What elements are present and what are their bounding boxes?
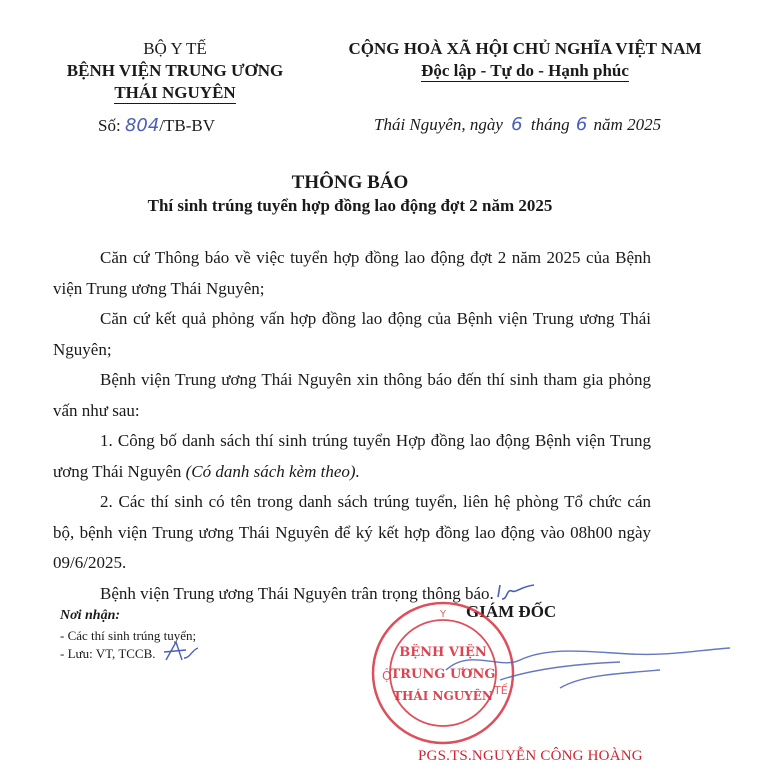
signatory-position: GIÁM ĐỐC xyxy=(466,602,557,621)
national-motto: Độc lập - Tự do - Hạnh phúc xyxy=(421,61,629,80)
signatory-name: PGS.TS.NGUYỄN CÔNG HOÀNG xyxy=(418,748,643,764)
paragraph-basis-1: Căn cứ Thông báo về việc tuyển hợp đồng lao động đợt 2 năm 2025 của Bệnh viện Trung ương Thái Nguyên; xyxy=(53,248,651,298)
national-header xyxy=(335,38,715,82)
svg-text:Y: Y xyxy=(439,609,447,620)
svg-text:Ộ: Ộ xyxy=(382,669,392,683)
document-subtitle: Thí sinh trúng tuyển hợp đồng lao động đợt 2 năm 2025 xyxy=(147,196,553,215)
stamp-line2: TRUNG ƯƠNG xyxy=(390,667,496,682)
nation-name: CỘNG HOÀ XÃ HỘI CHỦ NGHĨA VIỆT NAM xyxy=(348,39,702,58)
date-day-handwritten: 6 xyxy=(511,114,523,135)
stamp-line3: THÁI NGUYÊN xyxy=(393,689,493,703)
agency-header xyxy=(60,38,290,104)
ministry-name: BỘ Y TẾ xyxy=(143,39,207,58)
date-month-handwritten: 6 xyxy=(575,114,588,135)
item-1-text: 1. Công bố danh sách thí sinh trúng tuyển Hợp đồng lao động Bệnh viện Trung ương Thái Nguyên xyxy=(53,431,651,481)
date-month-label: tháng xyxy=(530,115,570,134)
date-place: Thái Nguyên, ngày xyxy=(374,115,503,134)
document-number xyxy=(98,115,215,136)
document-title: THÔNG BÁO xyxy=(291,172,409,193)
paragraph-announcement: Bệnh viện Trung ương Thái Nguyên xin thông báo đến thí sinh tham gia phỏng vấn như sau: xyxy=(53,370,651,420)
signature-icon xyxy=(440,640,740,700)
svg-text:TẾ: TẾ xyxy=(494,684,508,697)
recipient-item: - Các thí sinh trúng tuyển; xyxy=(60,628,197,643)
recipient-item: - Lưu: VT, TCCB. xyxy=(60,646,156,661)
issue-date xyxy=(374,114,661,135)
date-year: năm 2025 xyxy=(593,115,662,134)
hospital-name-line1: BỆNH VIỆN TRUNG ƯƠNG xyxy=(66,61,284,80)
item-1-attachment-note: (Có danh sách kèm theo). xyxy=(185,461,360,481)
paragraph-item-2: 2. Các thí sinh có tên trong danh sách trúng tuyển, liên hệ phòng Tổ chức cán bộ, bệnh viện Trung ương Thái Nguyên để ký kết hợp đồng lao động vào 08h00 ngày 09/6/2025. xyxy=(53,492,651,572)
paragraph-item-1 xyxy=(53,426,651,487)
doc-number-suffix: /TB-BV xyxy=(159,116,216,135)
hospital-name-line2: THÁI NGUYÊN xyxy=(114,83,236,102)
paragraph-basis-2: Căn cứ kết quả phỏng vấn hợp đồng lao động của Bệnh viện Trung ương Thái Nguyên; xyxy=(53,309,651,359)
closing-text: Bệnh viện Trung ương Thái Nguyên trân trọng thông báo. xyxy=(100,583,494,603)
doc-number-handwritten: 804 xyxy=(124,115,160,136)
stamp-line1: BỆNH VIỆN xyxy=(399,645,487,660)
doc-number-prefix: Số: xyxy=(98,116,121,135)
document-body xyxy=(53,243,651,609)
paragraph-closing xyxy=(53,579,651,610)
initial-mark-icon xyxy=(162,638,202,664)
recipients-title: Nơi nhận: xyxy=(60,608,121,623)
